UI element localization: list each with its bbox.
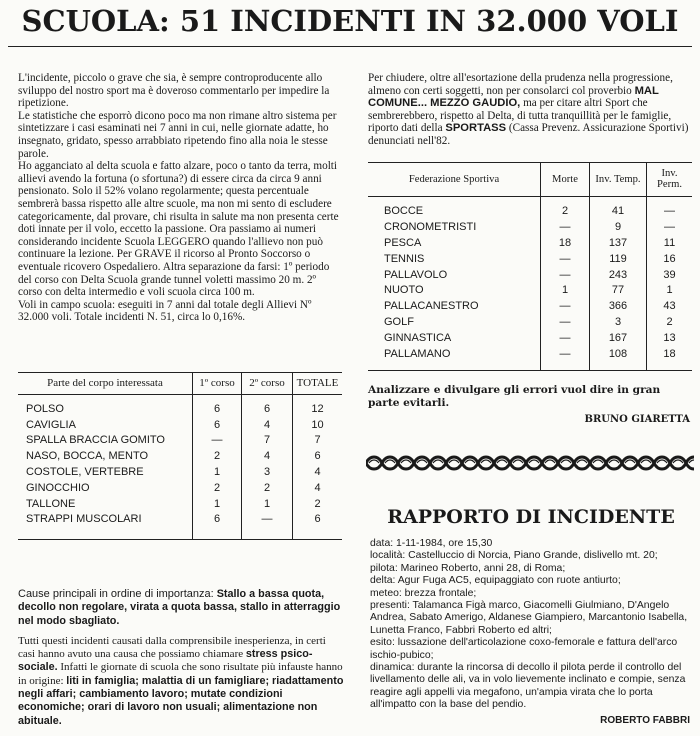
table-cell: 9 — [590, 219, 647, 235]
table-cell: 7 — [242, 433, 293, 449]
table-row — [368, 346, 692, 362]
table-cell: 18 — [647, 346, 693, 362]
table-cell: — — [541, 330, 590, 346]
table-row — [18, 464, 342, 480]
table-bottom-rule — [18, 527, 342, 540]
author-signature: BRUNO GIARETTA — [584, 414, 690, 425]
table-bottom-rule — [368, 362, 692, 371]
report-line: esito: lussazione dell'articolazione coxo-femorale e fattura dell'arco ischio-pubico; — [370, 637, 678, 661]
table-cell: 2 — [647, 314, 693, 330]
table-cell: 43 — [647, 298, 693, 314]
paragraph: Per chiudere, oltre all'esortazione della prudenza nella progressione, almeno con certi soggetti, non per consolarci col proverbio MAL COMUNE... MEZZO GAUDIO, ma per citare altri Sport che sembrerebbero, rispetto al Delta, di tutta tranquillità per le famiglie, riporto dati della SPORTASS (Cassa Prevenz. Assicurazione Sportivi) denunciati nell'82. — [368, 72, 689, 147]
table-row — [18, 512, 342, 528]
table-cell: 2 — [541, 197, 590, 219]
table-cell: PALLAMANO — [384, 347, 451, 360]
table-cell: SPALLA BRACCIA GOMITO — [26, 434, 165, 447]
table-row — [18, 395, 342, 417]
report-line: dinamica: durante la rincorsa di decollo il pilota perde il controllo del livellamento delle ali, va in volo lievemente inclinato e compie, senza reagire agli appelli via megafono, un'ampia virata che lo porta all'impatto con la base del pendio. — [370, 662, 686, 711]
table-cell: 16 — [647, 251, 693, 267]
paragraph: Voli in campo scuola: eseguiti in 7 anni dal totale degli Allievi Nº 32.000 voli. Totale incidenti N. 51, circa lo 0,16%. — [18, 298, 312, 324]
table-cell: BOCCE — [384, 204, 424, 217]
left-column-text — [18, 72, 340, 324]
table-cell: 4 — [242, 448, 293, 464]
paragraph: L'incidente, piccolo o grave che sia, è sempre controproducente allo sviluppo del nostro sport ma è doveroso commentarlo per impedire la ripetizione. — [18, 72, 330, 110]
table-cell: 6 — [193, 395, 242, 417]
column-header: 1º corso — [193, 373, 242, 395]
column-header: Federazione Sportiva — [368, 163, 541, 197]
table-cell: 4 — [293, 480, 343, 496]
table-cell: — — [647, 197, 693, 219]
table-cell: 7 — [293, 433, 343, 449]
table-cell: 167 — [590, 330, 647, 346]
causes-text — [18, 588, 344, 735]
table-cell: 3 — [242, 464, 293, 480]
report-line: pilota: Marineo Roberto, anni 28, di Roma; — [370, 562, 566, 574]
table-cell: 12 — [293, 395, 343, 417]
table-cell: 108 — [590, 346, 647, 362]
table-cell: PESCA — [384, 236, 422, 249]
table-row — [368, 282, 692, 298]
table-cell: CRONOMETRISTI — [384, 220, 477, 233]
table-cell: GINOCCHIO — [26, 481, 90, 494]
incident-report — [370, 538, 696, 712]
table-cell: 2 — [193, 448, 242, 464]
table-cell: — — [541, 267, 590, 283]
table-cell: PALLAVOLO — [384, 268, 448, 281]
table-cell: NASO, BOCCA, MENTO — [26, 450, 149, 463]
table-cell: 2 — [242, 480, 293, 496]
table-cell: PALLACANESTRO — [384, 300, 479, 313]
table-cell: 3 — [590, 314, 647, 330]
table-cell: 4 — [293, 464, 343, 480]
table-row — [368, 235, 692, 251]
table-cell: 18 — [541, 235, 590, 251]
table-row — [368, 330, 692, 346]
table-cell: GINNASTICA — [384, 332, 452, 345]
table-cell: TENNIS — [384, 252, 425, 265]
paragraph: Le statistiche che esporrò dicono poco ma non rimane altro sistema per sintetizzare i casi esaminati nei 7 anni in cui, nelle giornate adatte, ho insegnato, gridato, spesso arrabbiato ripetendo fino alla noia le stesse parole. — [18, 109, 337, 160]
table-cell: 6 — [193, 512, 242, 528]
table-cell: — — [541, 346, 590, 362]
headline: SCUOLA: 51 INCIDENTI IN 32.000 VOLI — [21, 4, 679, 38]
table-cell: — — [242, 512, 293, 528]
column-header: 2º corso — [242, 373, 293, 395]
causes-paragraph: Cause principali in ordine di importanza: Stallo a bassa quota, decollo non regolare, virata a quota bassa, stallo in atterraggio nel modo sbagliato. — [18, 588, 341, 627]
table-cell: 10 — [293, 417, 343, 433]
table-cell: 11 — [647, 235, 693, 251]
table-cell: 2 — [293, 496, 343, 512]
right-intro-text — [368, 72, 692, 148]
column-header: Inv. Temp. — [590, 163, 647, 197]
report-signature: ROBERTO FABBRI — [600, 715, 690, 726]
table-row — [368, 251, 692, 267]
table-cell: STRAPPI MUSCOLARI — [26, 513, 142, 526]
report-line: località: Castelluccio di Norcia, Piano Grande, dislivello mt. 20; — [370, 550, 658, 562]
table-cell: — — [541, 251, 590, 267]
table-cell: 1 — [647, 282, 693, 298]
sports-table — [368, 162, 692, 371]
table-cell: 6 — [242, 395, 293, 417]
table-row — [368, 197, 692, 219]
table-cell: — — [647, 219, 693, 235]
table-cell: 1 — [541, 282, 590, 298]
table-cell: 6 — [293, 448, 343, 464]
paragraph: Ho agganciato al delta scuola e fatto alzare, poco o tanto da terra, molti allievi avendo la fortuna (o sfortuna?) di essere circa da circa 9 anni pensionato. Solo il 52% volano regolarmente; questa percentuale sembrerà bassa rispetto alle altre scuole, ma non mi sento di escludere categoricamente, dal provare, chi risulta in salute ma non presenta certe doti innate per il volo, eccetto la passione. Ora passiamo ai numeri considerando incidente Scuola LEGGERO quando l'allievo non può continuare la lezione. Per GRAVE il ricorso al Pronto Soccorso o eventuale ricovero Ospedaliero. Altra separazione da farsi: 1º periodo del corso con Delta Scuola grande tunnel voletti massimo 20 m. 2º corso con delta intermedio e voli scuola circa 100 m. — [18, 160, 339, 299]
table-row — [18, 496, 342, 512]
top-rule — [8, 46, 692, 47]
table-cell: 39 — [647, 267, 693, 283]
table-cell: — — [193, 433, 242, 449]
column-header: Parte del corpo interessata — [18, 373, 193, 395]
table-cell: 366 — [590, 298, 647, 314]
table-cell: COSTOLE, VERTEBRE — [26, 466, 144, 479]
table-cell: 2 — [193, 480, 242, 496]
table-row — [18, 417, 342, 433]
column-header: Inv. Perm. — [647, 163, 693, 197]
table-row — [368, 314, 692, 330]
table-cell: 77 — [590, 282, 647, 298]
table-row — [368, 298, 692, 314]
table-cell: NUOTO — [384, 284, 424, 297]
table-cell: CAVIGLIA — [26, 418, 76, 431]
table-cell: POLSO — [26, 402, 64, 415]
table-row — [368, 219, 692, 235]
table-cell: 119 — [590, 251, 647, 267]
table-cell: 137 — [590, 235, 647, 251]
column-header: TOTALE — [293, 373, 343, 395]
table-cell: 1 — [242, 496, 293, 512]
report-line: data: 1-11-1984, ore 15,30 — [370, 538, 493, 549]
table-cell: TALLONE — [26, 497, 76, 510]
table-cell: GOLF — [384, 316, 414, 329]
table-cell: — — [541, 314, 590, 330]
table-cell: 6 — [293, 512, 343, 528]
table-cell: 243 — [590, 267, 647, 283]
table-cell: — — [541, 219, 590, 235]
table-cell: 13 — [647, 330, 693, 346]
report-line: delta: Agur Fuga AC5, equipaggiato con ruote antiurto; — [370, 575, 621, 587]
table-row — [18, 480, 342, 496]
table-cell: 1 — [193, 496, 242, 512]
table-row — [368, 267, 692, 283]
stress-paragraph: Tutti questi incidenti causati dalla comprensibile inesperienza, in certi casi hanno avuto una causa che possiamo chiamare stress psico-sociale. Infatti le giornate di scuola che sono risultate più infauste hanno in origine: liti in famiglia; malattia di un famigliare; riadattamento negli affari; cambiamento lavoro; mutate condizioni economiche; orari di lavoro non usuali; alimentazione non abituale. — [18, 634, 344, 727]
table-row — [18, 448, 342, 464]
report-title: RAPPORTO DI INCIDENTE — [387, 506, 675, 528]
column-header: Morte — [541, 163, 590, 197]
table-cell: 1 — [193, 464, 242, 480]
report-line: presenti: Talamanca Figà marco, Giacomelli Giulmiano, D'Angelo Andrea, Sabato Amerigo, Aldanese Giampiero, Marcantonio Isabella, Lunetta Franco, Fabbri Roberto ed altri; — [370, 600, 688, 636]
body-parts-table — [18, 372, 342, 540]
closing-statement: Analizzare e divulgare gli errori vuol dire in gran parte evitarli. — [368, 384, 661, 409]
decorative-chain-divider — [366, 452, 694, 474]
table-cell: 4 — [242, 417, 293, 433]
table-row — [18, 433, 342, 449]
table-cell: 6 — [193, 417, 242, 433]
table-cell: — — [541, 298, 590, 314]
report-line: meteo: brezza frontale; — [370, 587, 477, 599]
table-cell: 41 — [590, 197, 647, 219]
